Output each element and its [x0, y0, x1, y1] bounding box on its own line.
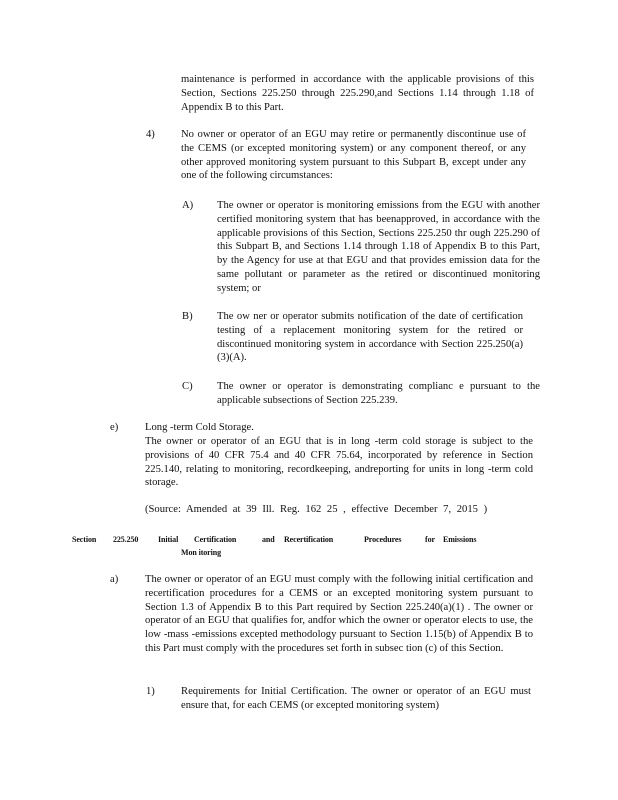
item-C-label: C) [182, 381, 193, 392]
item-e-label: e) [110, 422, 119, 433]
item-e-paragraph: The owner or operator of an EGU that is in long -term cold storage is subject to the provisions of 40 CFR 75.4 and 40 CFR 75.64, incorporated by reference in Section 225.140, relating to monitoring, recordkeeping, andreporting for units in long -term cold storage. [145, 436, 533, 489]
item-e-title: Long -term Cold Storage. [145, 422, 254, 433]
item-C-paragraph: The owner or operator is demonstrating complianc e pursuant to the applicable subsections of Section 225.239. [217, 381, 540, 406]
heading-word: Initial [158, 535, 179, 544]
section-word: Section [72, 535, 97, 544]
item-a-label: a) [110, 574, 119, 585]
source-note: (Source: Amended at 39 Ill. Reg. 162 25 , effective December 7, 2015 ) [145, 504, 488, 515]
heading-word: for [425, 535, 435, 544]
heading-line-2: Mon itoring [181, 548, 222, 557]
item-B-paragraph: The ow ner or operator submits notification of the date of certification testing of a replacement monitoring system for the retired or discontinued monitoring system in accordance with Section 225.250(a)(3)(A). [217, 311, 523, 364]
item-A-label: A) [182, 200, 194, 211]
item-4-label: 4) [146, 129, 155, 140]
heading-word: Procedures [364, 535, 402, 544]
heading-word: Recertification [284, 535, 334, 544]
heading-word: Emissions [443, 535, 477, 544]
item-1-label: 1) [146, 686, 155, 697]
item-B-label: B) [182, 311, 193, 322]
continuation-paragraph: maintenance is performed in accordance with the applicable provisions of this Section, Sections 225.250 through 225.290,and Sections 1.14 through 1.18 of Appendix B to this Part. [181, 74, 534, 113]
item-4-paragraph: No owner or operator of an EGU may retire or permanently discontinue use of the CEMS (or excepted monitoring system) or any component thereof, or any other approved monitoring system pursuant to this Subpart B, except under any one of the following circumstances: [181, 129, 526, 182]
item-a-paragraph: The owner or operator of an EGU must comply with the following initial certification and recertification procedures for a CEMS or an excepted monitoring system pursuant to Section 1.3 of Appendix B to this Part required by Section 225.240(a)(1) . The owner or operator of an EGU that qualifies for, andfor which the owner or operator elects to use, the low -mass -emissions excepted methodology pursuant to Section 1.15(b) of Appendix B to this Part must comply with the procedures set forth in subsec tion (c) of this Section. [145, 574, 533, 654]
section-number: 225.250 [113, 535, 139, 544]
heading-word: and [262, 535, 275, 544]
item-1-paragraph: Requirements for Initial Certification. The owner or operator of an EGU must ensure that, for each CEMS (or excepted monitoring system) [181, 686, 531, 711]
heading-word: Certification [194, 535, 237, 544]
item-A-paragraph: The owner or operator is monitoring emissions from the EGU with another certified monitoring system that has beenapproved, in accordance with the applicable provisions of this Section, Sections 225.250 thr ough 225.290 of this Subpart B, and Sections 1.14 through 1.18 of Appendix B to this Part, by the Agency for use at that EGU and that provides emission data for the same pollutant or parameter as the retired or discontinued monitoring system; or [217, 200, 540, 294]
section-heading [0, 534, 618, 562]
